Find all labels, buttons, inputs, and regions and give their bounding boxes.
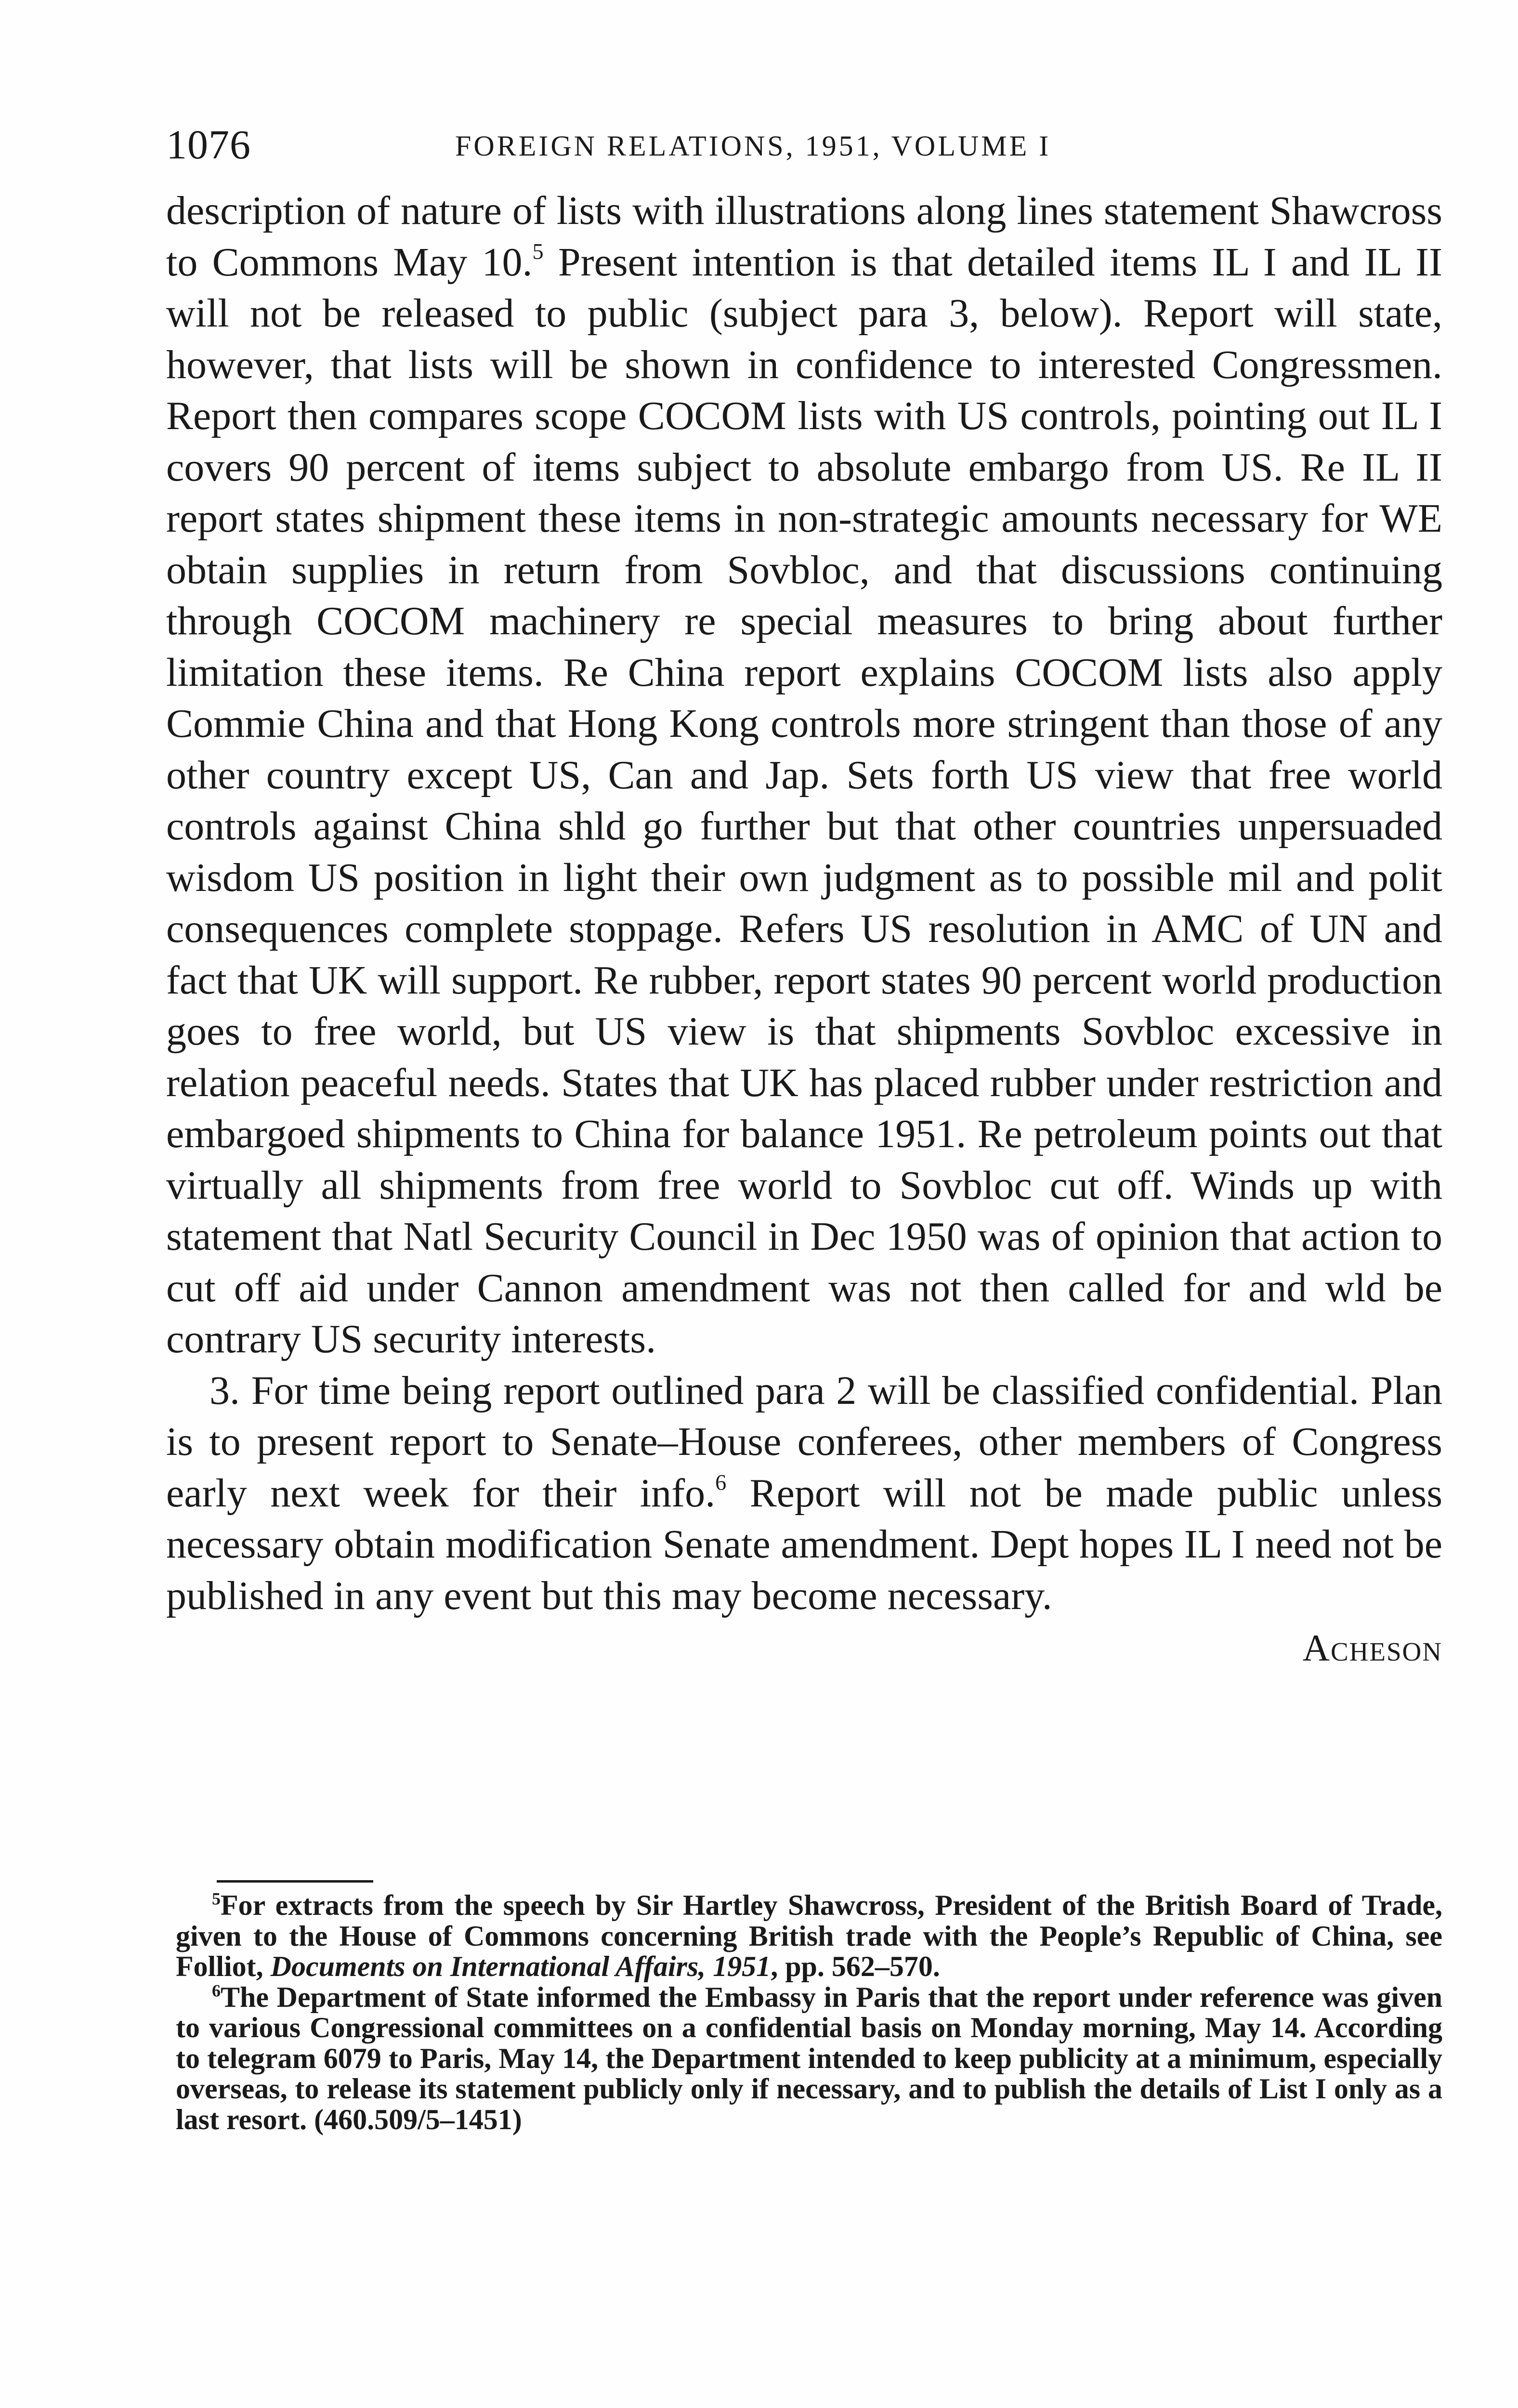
page-number: 1076 bbox=[166, 121, 251, 168]
footnote-text: , pp. 562–570. bbox=[771, 1950, 940, 1982]
footnote-mark-6: 6 bbox=[212, 1980, 221, 2000]
footnote-ref-5: 5 bbox=[532, 238, 544, 263]
signature: Acheson bbox=[1302, 1627, 1442, 1669]
page-header bbox=[166, 118, 1442, 181]
paragraph-classification bbox=[166, 1365, 1442, 1622]
footnote-divider bbox=[217, 1880, 373, 1883]
footnote-ref-6: 6 bbox=[715, 1469, 727, 1494]
footnote-6 bbox=[176, 1982, 1442, 2135]
paragraph-text: Present intention is that detailed items IL I and IL II will not be released to public (subject para 3, below). Report will state, however, that lists will be shown in confidence to interested Congressmen. Report then compares scope COCOM lists with US controls, pointing out IL I covers 90 percent of items subject to absolute embargo from US. Re IL II report states shipment these items in non-strategic amounts necessary for WE obtain supplies in return from Sovbloc, and that discussions continuing through COCOM machinery re special measures to bring about further limitation these items. Re China report explains COCOM lists also apply Commie China and that Hong Kong controls more stringent than those of any other country except US, Can and Jap. Sets forth US view that free world controls against China shld go further but that other countries unpersuaded wisdom US position in light their own judgment as to possible mil and polit consequences complete stoppage. Refers US resolution in AMC of UN and fact that UK will support. Re rubber, report states 90 percent world production goes to free world, but US view is that shipments Sovbloc excessive in relation peaceful needs. States that UK has placed rubber under restriction and embargoed shipments to China for balance 1951. Re petroleum points out that virtually all shipments from free world to Sovbloc cut off. Winds up with statement that Natl Security Council in Dec 1950 was of opinion that action to cut off aid under Cannon amendment was not then called for and wld be contrary US security interests. bbox=[166, 239, 1442, 1361]
paragraph-text: description of nature of lists with illustrations along lines statement Shawcross to Commons May 10. bbox=[166, 188, 1442, 285]
paragraph-text: 3. For time being report outlined para 2 will be classified confidential. Plan is to present report to Senate–House conferees, other members of Congress early next week for their info. bbox=[166, 1368, 1442, 1516]
footnote-5 bbox=[176, 1890, 1442, 1982]
footnote-text: For extracts from the speech by Sir Hartley Shawcross, President of the British Board of Trade, given to the House of Commons concerning British trade with the People’s Republic of China, see Folliot, bbox=[176, 1889, 1442, 1982]
footnote-citation-title: Documents on International Affairs, 1951 bbox=[270, 1950, 771, 1982]
paragraph-text: Report will not be made public unless necessary obtain modification Senate amendment. Dept hopes IL I need not be published in any event but this may become necessary. bbox=[166, 1470, 1443, 1618]
footnote-mark-5: 5 bbox=[212, 1889, 221, 1909]
footnotes bbox=[176, 1890, 1442, 2135]
footnote-text: The Department of State informed the Embassy in Paris that the report under reference was given to various Congressional committees on a confidential basis on Monday morning, May 14. According to telegram 6079 to Paris, May 14, the Department intended to keep publicity at a minimum, especially overseas, to release its statement publicly only if necessary, and to publish the details of List I only as a last resort. (460.509/5–1451) bbox=[176, 1981, 1442, 2135]
paragraph-report-description bbox=[166, 185, 1442, 1365]
body-text bbox=[166, 185, 1442, 1675]
running-head: FOREIGN RELATIONS, 1951, VOLUME I bbox=[455, 130, 1051, 162]
